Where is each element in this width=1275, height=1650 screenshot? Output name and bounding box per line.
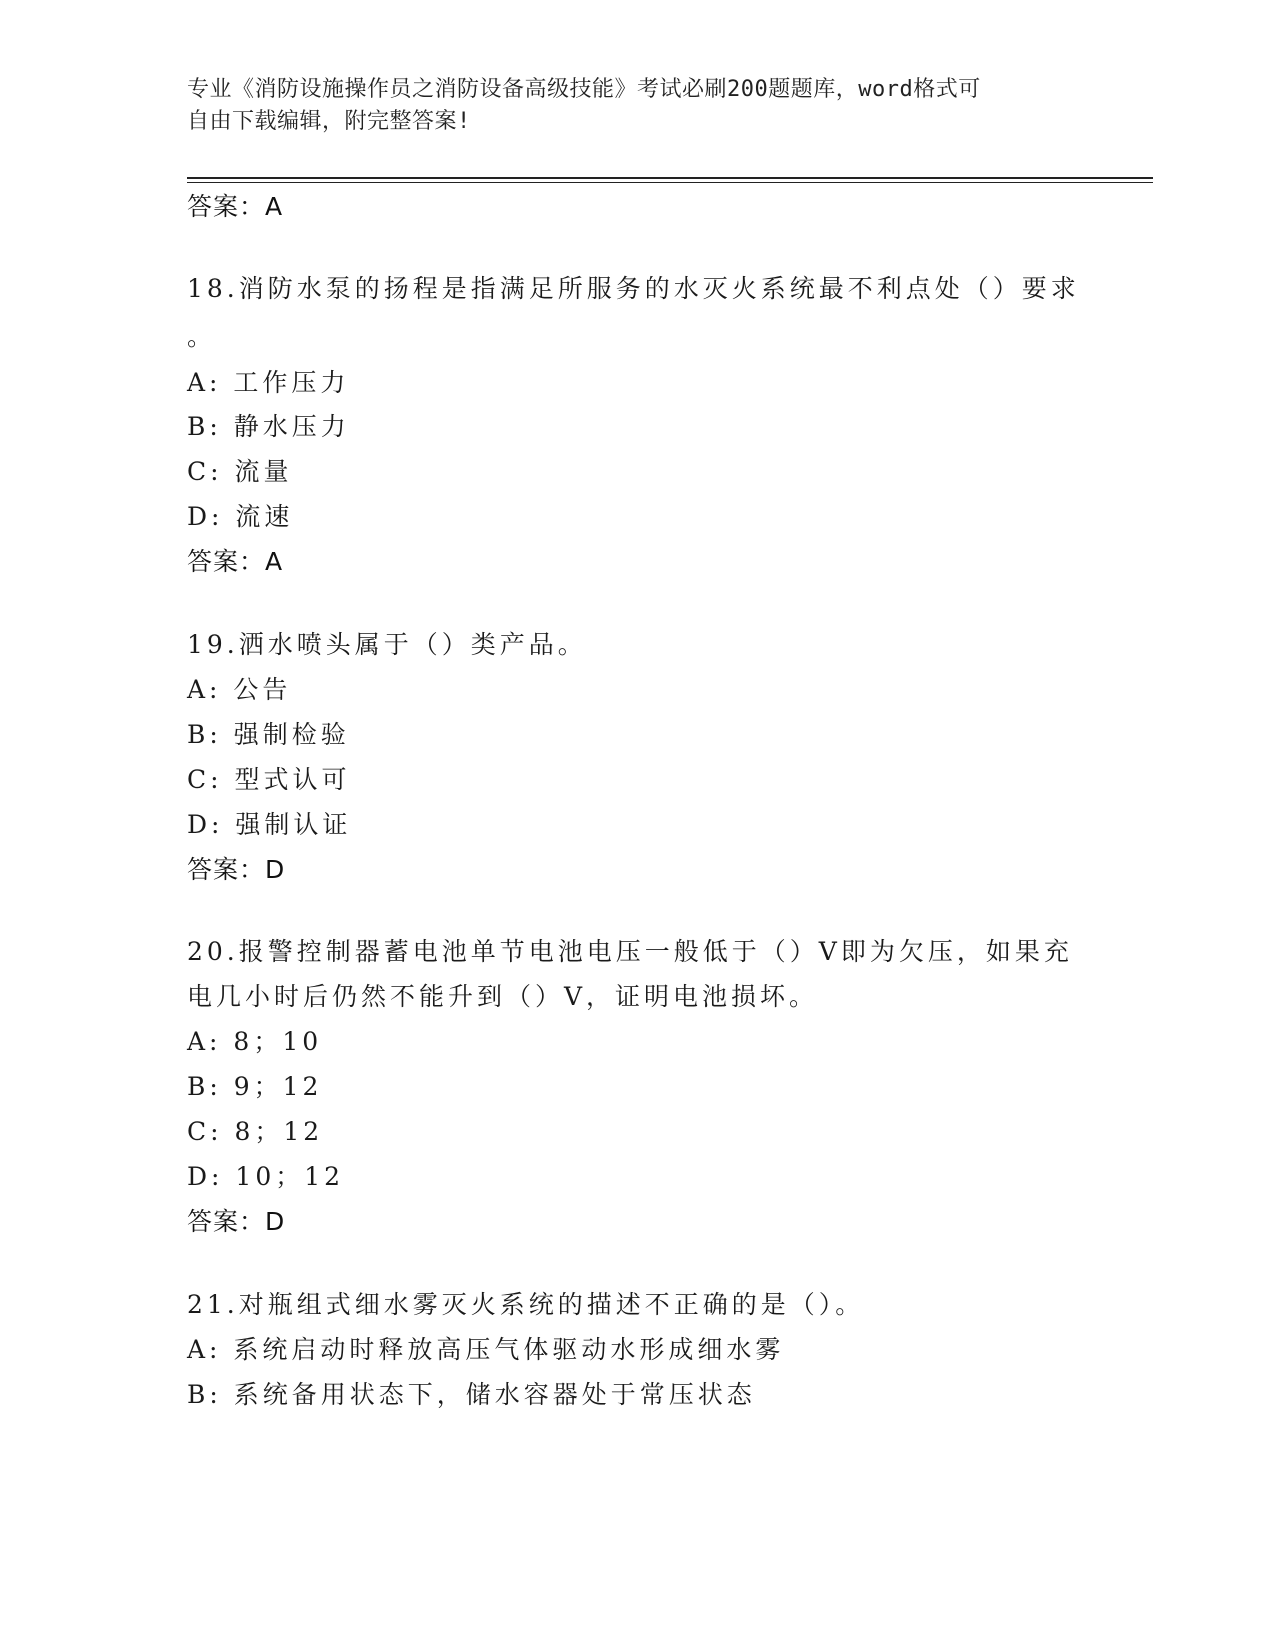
question-18-text-line-2: 。 (187, 322, 217, 351)
question-19-answer: 答案：D (187, 855, 286, 884)
question-18-text-line-1: 18.消防水泵的扬程是指满足所服务的水灭火系统最不利点处（）要求 (187, 274, 1080, 303)
question-20-text-line-2: 电几小时后仍然不能升到（）V，证明电池损坏。 (187, 982, 819, 1011)
question-21-text: 21.对瓶组式细水雾灭火系统的描述不正确的是（）。 (187, 1290, 865, 1319)
question-18-option-b: B: 静水压力 (187, 412, 350, 441)
question-19-text: 19.洒水喷头属于（）类产品。 (187, 630, 587, 659)
question-20-answer: 答案：D (187, 1207, 286, 1236)
question-18-option-c: C: 流量 (187, 457, 293, 486)
question-19-option-d: D: 强制认证 (187, 810, 352, 839)
question-20-text-line-1: 20.报警控制器蓄电池单节电池电压一般低于（）V即为欠压，如果充 (187, 937, 1073, 966)
question-20-option-b: B: 9；12 (187, 1072, 323, 1101)
header-line-2: 自由下载编辑，附完整答案! (187, 109, 471, 134)
question-20-option-c: C: 8；12 (187, 1117, 324, 1146)
header-line-1: 专业《消防设施操作员之消防设备高级技能》考试必刷200题题库，word格式可 (187, 77, 981, 102)
question-19-option-b: B: 强制检验 (187, 720, 350, 749)
question-18-option-d: D: 流速 (187, 502, 294, 531)
question-21-option-a: A: 系统启动时释放高压气体驱动水形成细水雾 (187, 1335, 785, 1364)
answer-previous: 答案：A (187, 192, 284, 221)
question-21-option-b: B: 系统备用状态下，储水容器处于常压状态 (187, 1380, 756, 1409)
question-18-option-a: A: 工作压力 (187, 368, 350, 397)
question-20-option-d: D: 10；12 (187, 1162, 345, 1191)
header-divider-thick (187, 177, 1153, 179)
question-19-option-a: A: 公告 (187, 675, 292, 704)
document-header (187, 74, 1067, 138)
question-19-option-c: C: 型式认可 (187, 765, 351, 794)
header-divider-thin (187, 182, 1153, 183)
question-18-answer: 答案：A (187, 547, 284, 576)
question-20-option-a: A: 8；10 (187, 1027, 323, 1056)
